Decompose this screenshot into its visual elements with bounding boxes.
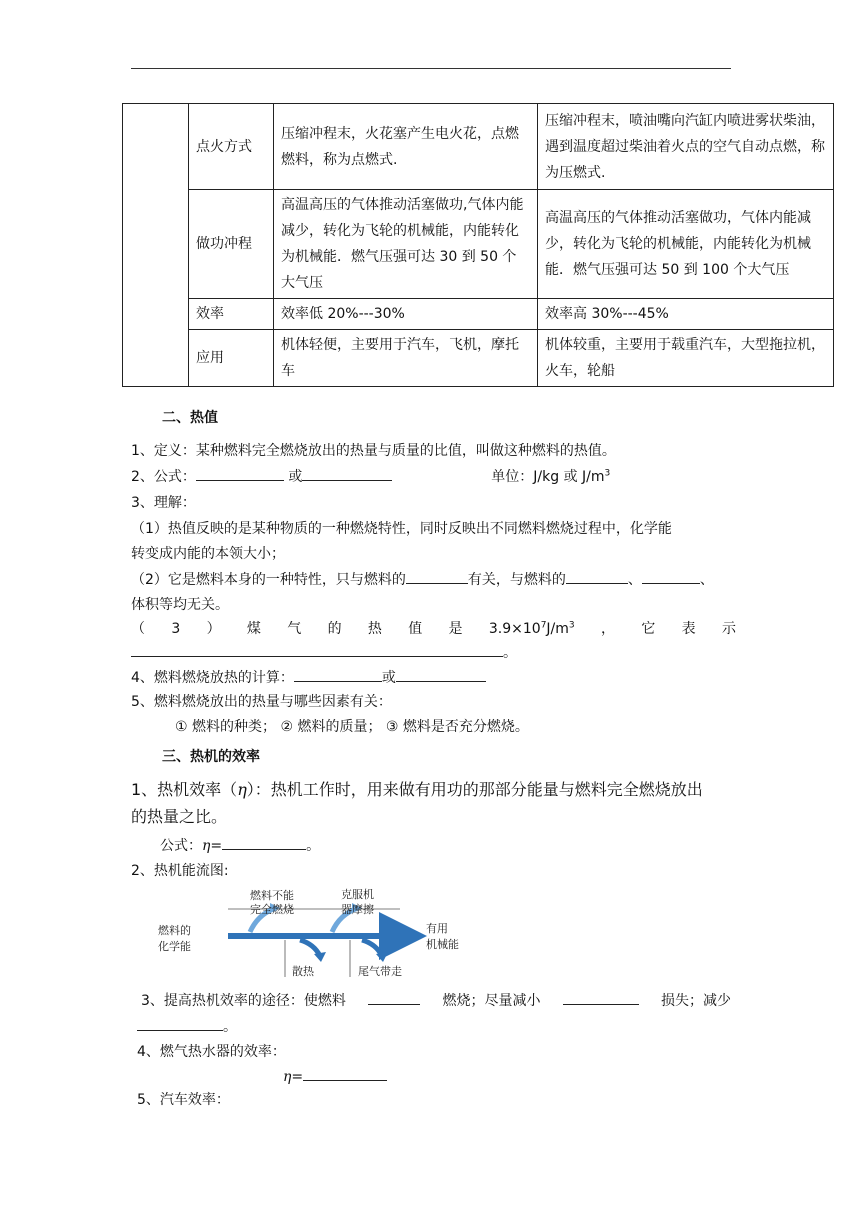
table-row — [123, 104, 834, 190]
text: 。 — [503, 645, 517, 661]
text: ）：热机工作时，用来做有用功的那部分能量与燃料完全燃烧放出 — [246, 780, 703, 799]
water-heater-formula — [283, 1066, 387, 1088]
eta-symbol: η — [283, 1069, 292, 1085]
gasoline-cell: 效率低 20%---30% — [274, 299, 538, 330]
section-heading-efficiency: 三、热机的效率 — [162, 749, 260, 765]
superscript: 3 — [568, 620, 575, 631]
text: 公式： — [160, 838, 202, 854]
efficiency-formula — [160, 835, 320, 857]
loss-label: 完全燃烧 — [250, 903, 294, 916]
definition-line: 1、定义：某种燃料完全燃烧放出的热量与质量的比值，叫做这种燃料的热值。 — [131, 443, 616, 459]
row-label: 点火方式 — [189, 104, 274, 190]
loss-label: 尾气带走 — [358, 965, 402, 978]
text: ） — [206, 621, 221, 637]
text: 、 — [627, 572, 642, 588]
blank-cell — [123, 104, 189, 387]
diesel-cell: 高温高压的气体推动活塞做功，气体内能减少，转化为飞轮的机械能，内能转化为机械能．燃气压强可达 50 到 100 个大气压 — [538, 190, 834, 299]
text: 损失；减少 — [660, 993, 731, 1009]
text: 4、燃料燃烧放热的计算： — [131, 670, 294, 686]
text: 、 — [699, 572, 714, 588]
text: 是 — [448, 621, 463, 637]
output-label: 机械能 — [426, 938, 459, 951]
blank-formula-1 — [196, 466, 284, 481]
text: （2）它是燃料本身的一种特性，只与燃料的 — [131, 572, 406, 588]
row-label: 做功冲程 — [189, 190, 274, 299]
value-text — [489, 618, 575, 640]
superscript: 7 — [540, 620, 547, 631]
blank — [303, 1066, 387, 1081]
blank — [566, 569, 628, 584]
blank — [131, 642, 503, 657]
diesel-cell: 压缩冲程末，喷油嘴向汽缸内喷进雾状柴油，遇到温度超过柴油着火点的空气自动点燃，称为压燃式. — [538, 104, 834, 190]
efficiency-definition — [131, 779, 703, 801]
text: 燃烧；尽量减小 — [442, 993, 541, 1009]
row-label: 应用 — [189, 330, 274, 387]
text: 表 — [681, 621, 696, 637]
input-label: 化学能 — [158, 940, 191, 953]
loss-label: 散热 — [292, 965, 314, 978]
eta-symbol: η — [202, 838, 211, 854]
paragraph-line: （1）热值反映的是某种物质的一种燃烧特性，同时反映出不同燃料燃烧过程中，化学能 — [131, 521, 672, 537]
text: 热 — [367, 621, 382, 637]
blank — [406, 569, 468, 584]
loss-label: 燃料不能 — [250, 889, 294, 902]
car-efficiency-line: 5、汽车效率： — [137, 1092, 230, 1108]
text: = — [210, 838, 223, 854]
text: 3 — [171, 621, 181, 637]
text: J/m — [546, 621, 569, 637]
paragraph-line: 体积等均无关。 — [131, 597, 229, 613]
paragraph-line: 转变成内能的本领大小； — [131, 546, 285, 562]
blank — [396, 667, 486, 682]
loss-label: 器摩擦 — [341, 903, 374, 916]
understanding-line: 3、理解： — [131, 495, 196, 511]
text: 示 — [721, 621, 736, 637]
calc-line — [131, 667, 486, 689]
text: 它 — [641, 621, 656, 637]
blank — [368, 990, 420, 1005]
gasoline-cell: 机体轻便，主要用于汽车，飞机，摩托车 — [274, 330, 538, 387]
blank — [642, 569, 700, 584]
diesel-cell: 效率高 30%---45% — [538, 299, 834, 330]
paragraph-line — [131, 642, 517, 664]
text: 3.9×10 — [488, 621, 541, 637]
header-rule — [131, 68, 731, 69]
energy-flow-diagram — [150, 882, 470, 982]
table-row — [123, 330, 834, 387]
text: 3、提高热机效率的途径：使燃料 — [141, 993, 346, 1009]
text: ， — [600, 621, 615, 637]
blank — [137, 1016, 223, 1031]
text: 。 — [306, 838, 321, 854]
formula-line — [131, 466, 610, 488]
superscript: 3 — [604, 468, 611, 479]
gasoline-cell: 压缩冲程末，火花塞产生电火花，点燃燃料，称为点燃式. — [274, 104, 538, 190]
text: （ — [131, 621, 145, 637]
blank-formula-2 — [302, 466, 392, 481]
efficiency-definition-cont: 的热量之比。 — [131, 807, 228, 826]
section-heading-heat-value: 二、热值 — [162, 410, 218, 426]
water-heater-line: 4、燃气热水器的效率： — [137, 1044, 286, 1060]
flow-diagram-caption: 2、热机能流图: — [131, 863, 229, 879]
improve-efficiency-line — [141, 990, 731, 1012]
or-text: 或 — [288, 469, 303, 485]
text: 气 — [287, 621, 302, 637]
paragraph-line — [131, 569, 714, 591]
text: 或 — [381, 670, 396, 686]
loss-label: 克服机 — [341, 888, 374, 901]
eta-symbol: η — [237, 780, 247, 799]
blank — [563, 990, 639, 1005]
output-label: 有用 — [426, 922, 448, 935]
gasoline-cell: 高温高压的气体推动活塞做功,气体内能减少，转化为飞轮的机械能，内能转化为机械能．燃气压强可达 30 到 50 个大气压 — [274, 190, 538, 299]
table-row — [123, 299, 834, 330]
diesel-cell: 机体较重，主要用于载重汽车，大型拖拉机，火车，轮船 — [538, 330, 834, 387]
blank — [294, 667, 382, 682]
input-label: 燃料的 — [158, 924, 191, 937]
text: 煤 — [246, 621, 261, 637]
text: = — [291, 1069, 304, 1085]
table-row — [123, 190, 834, 299]
factors-line: 5、燃料燃烧放出的热量与哪些因素有关： — [131, 694, 392, 710]
text: 1、热机效率（ — [131, 780, 238, 799]
factors-list: ① 燃料的种类； ② 燃料的质量； ③ 燃料是否充分燃烧。 — [175, 719, 529, 735]
blank — [222, 835, 306, 850]
text: 的 — [327, 621, 342, 637]
formula-label: 2、公式： — [131, 469, 196, 485]
unit-text: 单位：J/kg 或 J/m — [491, 469, 605, 485]
justified-line — [131, 618, 736, 640]
text: 有关，与燃料的 — [467, 572, 566, 588]
text: 值 — [408, 621, 423, 637]
text: 。 — [223, 1019, 237, 1035]
engine-comparison-table — [122, 103, 834, 387]
paragraph-line — [137, 1016, 237, 1038]
row-label: 效率 — [189, 299, 274, 330]
